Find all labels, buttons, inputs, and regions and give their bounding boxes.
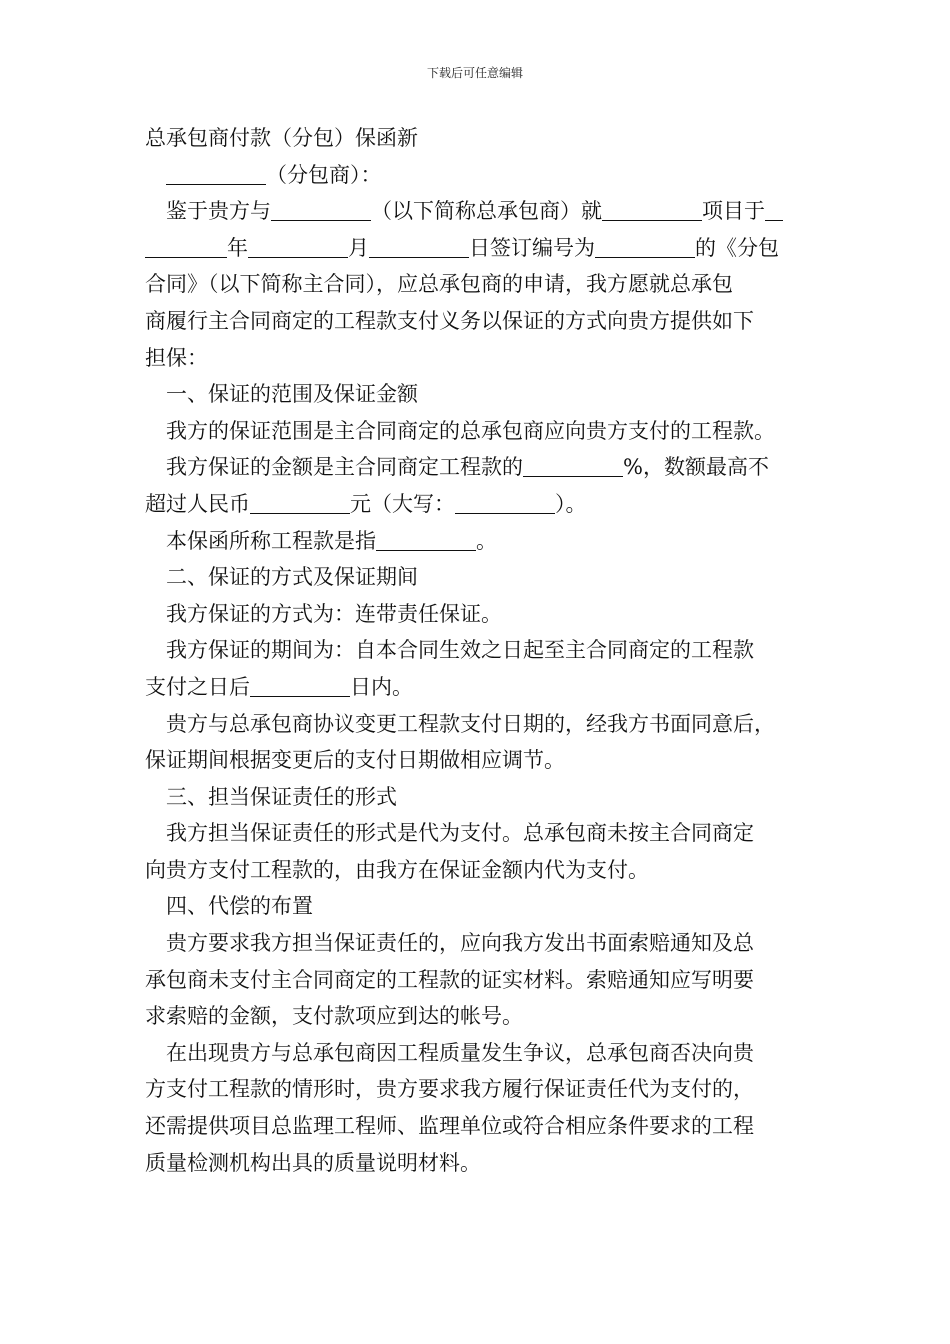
intro-line-3: 合同》（以下简称主合同），应总承包商的申请，我方愿就总承包 xyxy=(145,272,733,297)
text-span: 鉴于贵方与 xyxy=(166,199,271,224)
section-4-para-1: 贵方要求我方担当保证责任的，应向我方发出书面索赔通知及总 xyxy=(166,931,754,956)
blank-field[interactable] xyxy=(765,200,783,221)
blank-field[interactable] xyxy=(523,456,623,477)
blank-field[interactable] xyxy=(145,237,227,258)
document-title: 总承包商付款（分包）保函新 xyxy=(145,126,418,150)
section-1-para-1: 我方的保证范围是主合同商定的总承包商应向贵方支付的工程款。 xyxy=(166,418,775,443)
text-span: 项目于 xyxy=(702,199,765,224)
intro-line-5: 担保： xyxy=(145,345,208,370)
text-span: 超过人民币 xyxy=(145,491,250,516)
section-1-heading: 一、保证的范围及保证金额 xyxy=(166,382,418,407)
blank-field[interactable] xyxy=(602,200,702,221)
text-span: 本保函所称工程款是指 xyxy=(166,528,376,553)
blank-field[interactable] xyxy=(369,237,469,258)
blank-field[interactable] xyxy=(248,237,348,258)
section-4-para-2-cont2: 还需提供项目总监理工程师、监理单位或符合相应条件要求的工程 xyxy=(145,1114,754,1139)
section-3-heading: 三、担当保证责任的形式 xyxy=(166,784,397,809)
blank-field[interactable] xyxy=(271,200,371,221)
text-span: 元（大写： xyxy=(350,491,455,516)
page-header: 下载后可任意编辑 xyxy=(426,66,523,80)
text-span: （以下简称总承包商）就 xyxy=(371,199,602,224)
addressee-line xyxy=(145,157,825,194)
document-body xyxy=(145,120,825,1181)
text-span: 。 xyxy=(476,528,497,553)
intro-line-1 xyxy=(145,193,825,230)
section-1-para-2 xyxy=(145,449,825,486)
text-span: 支付之日后 xyxy=(145,674,250,699)
section-4-para-2: 在出现贵方与总承包商因工程质量发生争议，总承包商否决向贵 xyxy=(166,1040,754,1065)
section-3-para-1: 我方担当保证责任的形式是代为支付。总承包商未按主合同商定 xyxy=(166,821,754,846)
section-4-para-1-end: 求索赔的金额，支付款项应到达的帐号。 xyxy=(145,1004,523,1029)
text-span: 日内。 xyxy=(350,674,413,699)
addressee-suffix: （分包商）： xyxy=(266,162,382,187)
text-span: %，数额最高不 xyxy=(623,455,769,480)
blank-field[interactable] xyxy=(595,237,695,258)
blank-field[interactable] xyxy=(250,493,350,514)
section-2-para-3: 贵方与总承包商协议变更工程款支付日期的，经我方书面同意后， xyxy=(166,711,775,736)
text-span: 年 xyxy=(227,235,248,260)
blank-field[interactable] xyxy=(376,530,476,551)
section-2-para-2-cont xyxy=(145,669,825,706)
text-span: 我方保证的金额是主合同商定工程款的 xyxy=(166,455,523,480)
section-2-heading: 二、保证的方式及保证期间 xyxy=(166,565,418,590)
section-4-heading: 四、代偿的布置 xyxy=(166,894,313,919)
text-span: 的《分包 xyxy=(695,235,779,260)
section-2-para-3-cont: 保证期间根据变更后的支付日期做相应调节。 xyxy=(145,748,565,773)
blank-field[interactable] xyxy=(250,676,350,697)
blank-field[interactable] xyxy=(455,493,555,514)
text-span: 月 xyxy=(348,235,369,260)
intro-line-4: 商履行主合同商定的工程款支付义务以保证的方式向贵方提供如下 xyxy=(145,308,754,333)
text-span: ）。 xyxy=(555,491,587,516)
section-2-para-2: 我方保证的期间为：自本合同生效之日起至主合同商定的工程款 xyxy=(166,638,754,663)
section-2-para-1: 我方保证的方式为：连带责任保证。 xyxy=(166,601,502,626)
section-4-para-1-cont: 承包商未支付主合同商定的工程款的证实材料。索赔通知应写明要 xyxy=(145,967,754,992)
section-4-para-2-cont: 方支付工程款的情形时，贵方要求我方履行保证责任代为支付的， xyxy=(145,1077,754,1102)
section-1-para-2-cont xyxy=(145,486,825,523)
section-3-para-1-cont: 向贵方支付工程款的，由我方在保证金额内代为支付。 xyxy=(145,857,649,882)
section-1-para-3 xyxy=(145,523,825,560)
section-4-para-2-end: 质量检测机构出具的质量说明材料。 xyxy=(145,1150,481,1175)
intro-line-2 xyxy=(145,230,825,267)
blank-field[interactable] xyxy=(166,164,266,185)
text-span: 日签订编号为 xyxy=(469,235,595,260)
